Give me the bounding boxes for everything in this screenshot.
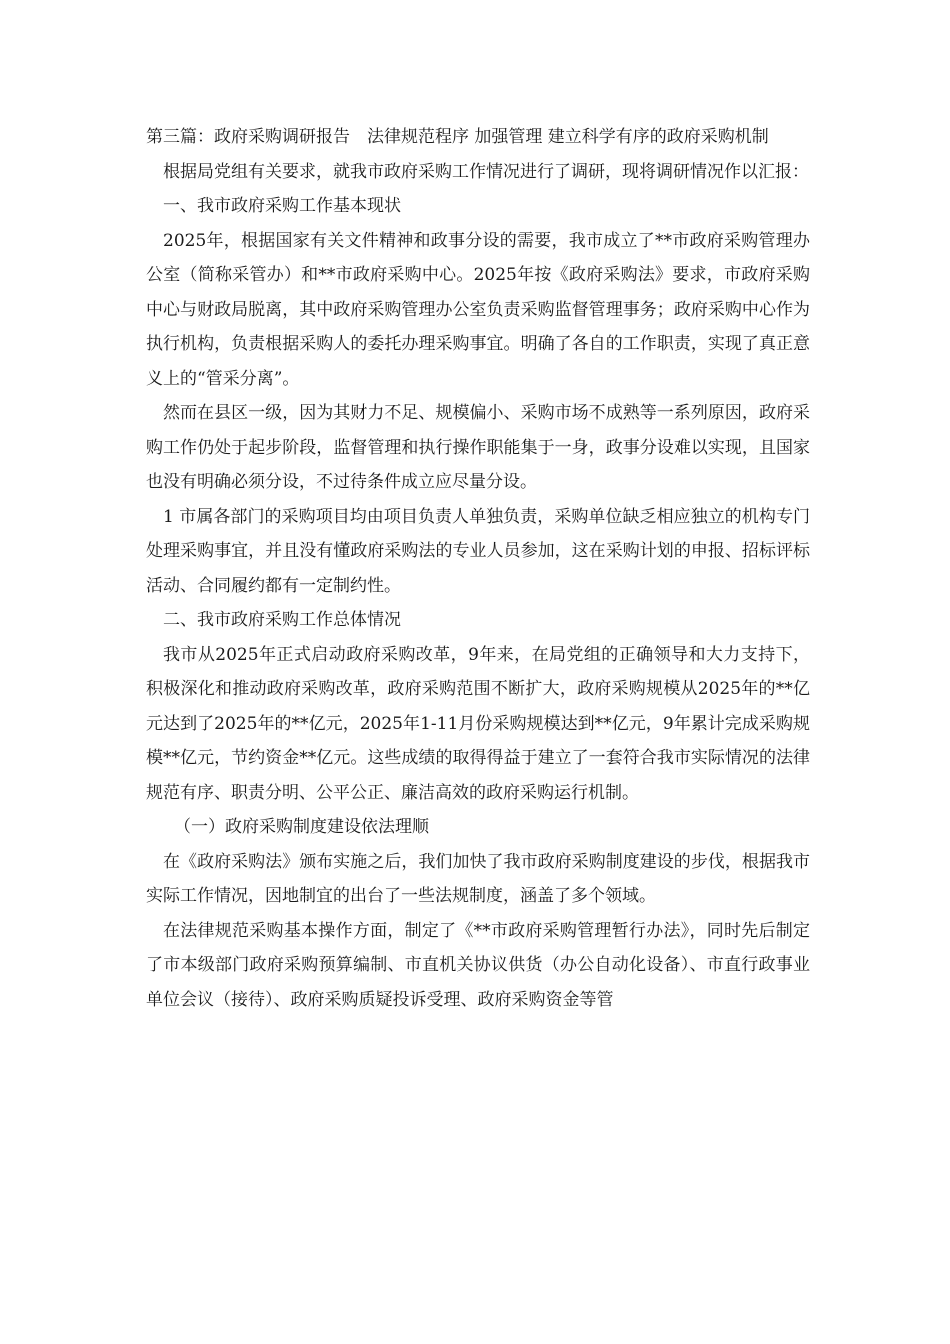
section-heading-1: 一、我市政府采购工作基本现状 <box>163 196 401 216</box>
paragraph: 1 市属各部门的采购项目均由项目负责人单独负责，采购单位缺乏相应独立的机构专门处理采购事宜，并且没有懂政府采购法的专业人员参加，这在采购计划的申报、招标评标活动、合同履约都有一定制约性。 <box>146 506 810 596</box>
paragraph: 我市从2025年正式启动政府采购改革，9年来，在局党组的正确领导和大力支持下，积极深化和推动政府采购改革，政府采购范围不断扩大，政府采购规模从2025年的**亿元达到了2025年的**亿元，2025年1-11月份采购规模达到**亿元，9年累计完成采购规模**亿元，节约资金**亿元。这些成绩的取得得益于建立了一套符合我市实际情况的法律规范有序、职责分明、公平公正、廉洁高效的政府采购运行机制。 <box>146 644 810 803</box>
document-body <box>146 120 810 1017</box>
paragraph: 2025年，根据国家有关文件精神和政事分设的需要，我市成立了**市政府采购管理办公室（简称采管办）和**市政府采购中心。2025年按《政府采购法》要求，市政府采购中心与财政局脱离，其中政府采购管理办公室负责采购监督管理事务；政府采购中心作为执行机构，负责根据采购人的委托办理采购事宜。明确了各自的工作职责，实现了真正意义上的“管采分离”。 <box>146 230 810 389</box>
section-heading-2: 二、我市政府采购工作总体情况 <box>163 610 401 630</box>
paragraph-intro: 根据局党组有关要求，就我市政府采购工作情况进行了调研，现将调研情况作以汇报： <box>163 161 809 182</box>
subsection-heading: （一）政府采购制度建设依法理顺 <box>174 817 429 837</box>
paragraph: 在法律规范采购基本操作方面，制定了《**市政府采购管理暂行办法》，同时先后制定了市本级部门政府采购预算编制、市直机关协议供货（办公自动化设备）、市直行政事业单位会议（接待）、政府采购质疑投诉受理、政府采购资金等管 <box>146 920 810 1010</box>
paragraph: 然而在县区一级，因为其财力不足、规模偏小、采购市场不成熟等一系列原因，政府采购工作仍处于起步阶段，监督管理和执行操作职能集于一身，政事分设难以实现，且国家也没有明确必须分设，不过待条件成立应尽量分设。 <box>146 403 810 492</box>
document-title: 第三篇：政府采购调研报告 法律规范程序 加强管理 建立科学有序的政府采购机制 <box>146 127 769 147</box>
paragraph: 在《政府采购法》颁布实施之后，我们加快了我市政府采购制度建设的步伐，根据我市实际工作情况，因地制宜的出台了一些法规制度，涵盖了多个领域。 <box>146 851 810 906</box>
